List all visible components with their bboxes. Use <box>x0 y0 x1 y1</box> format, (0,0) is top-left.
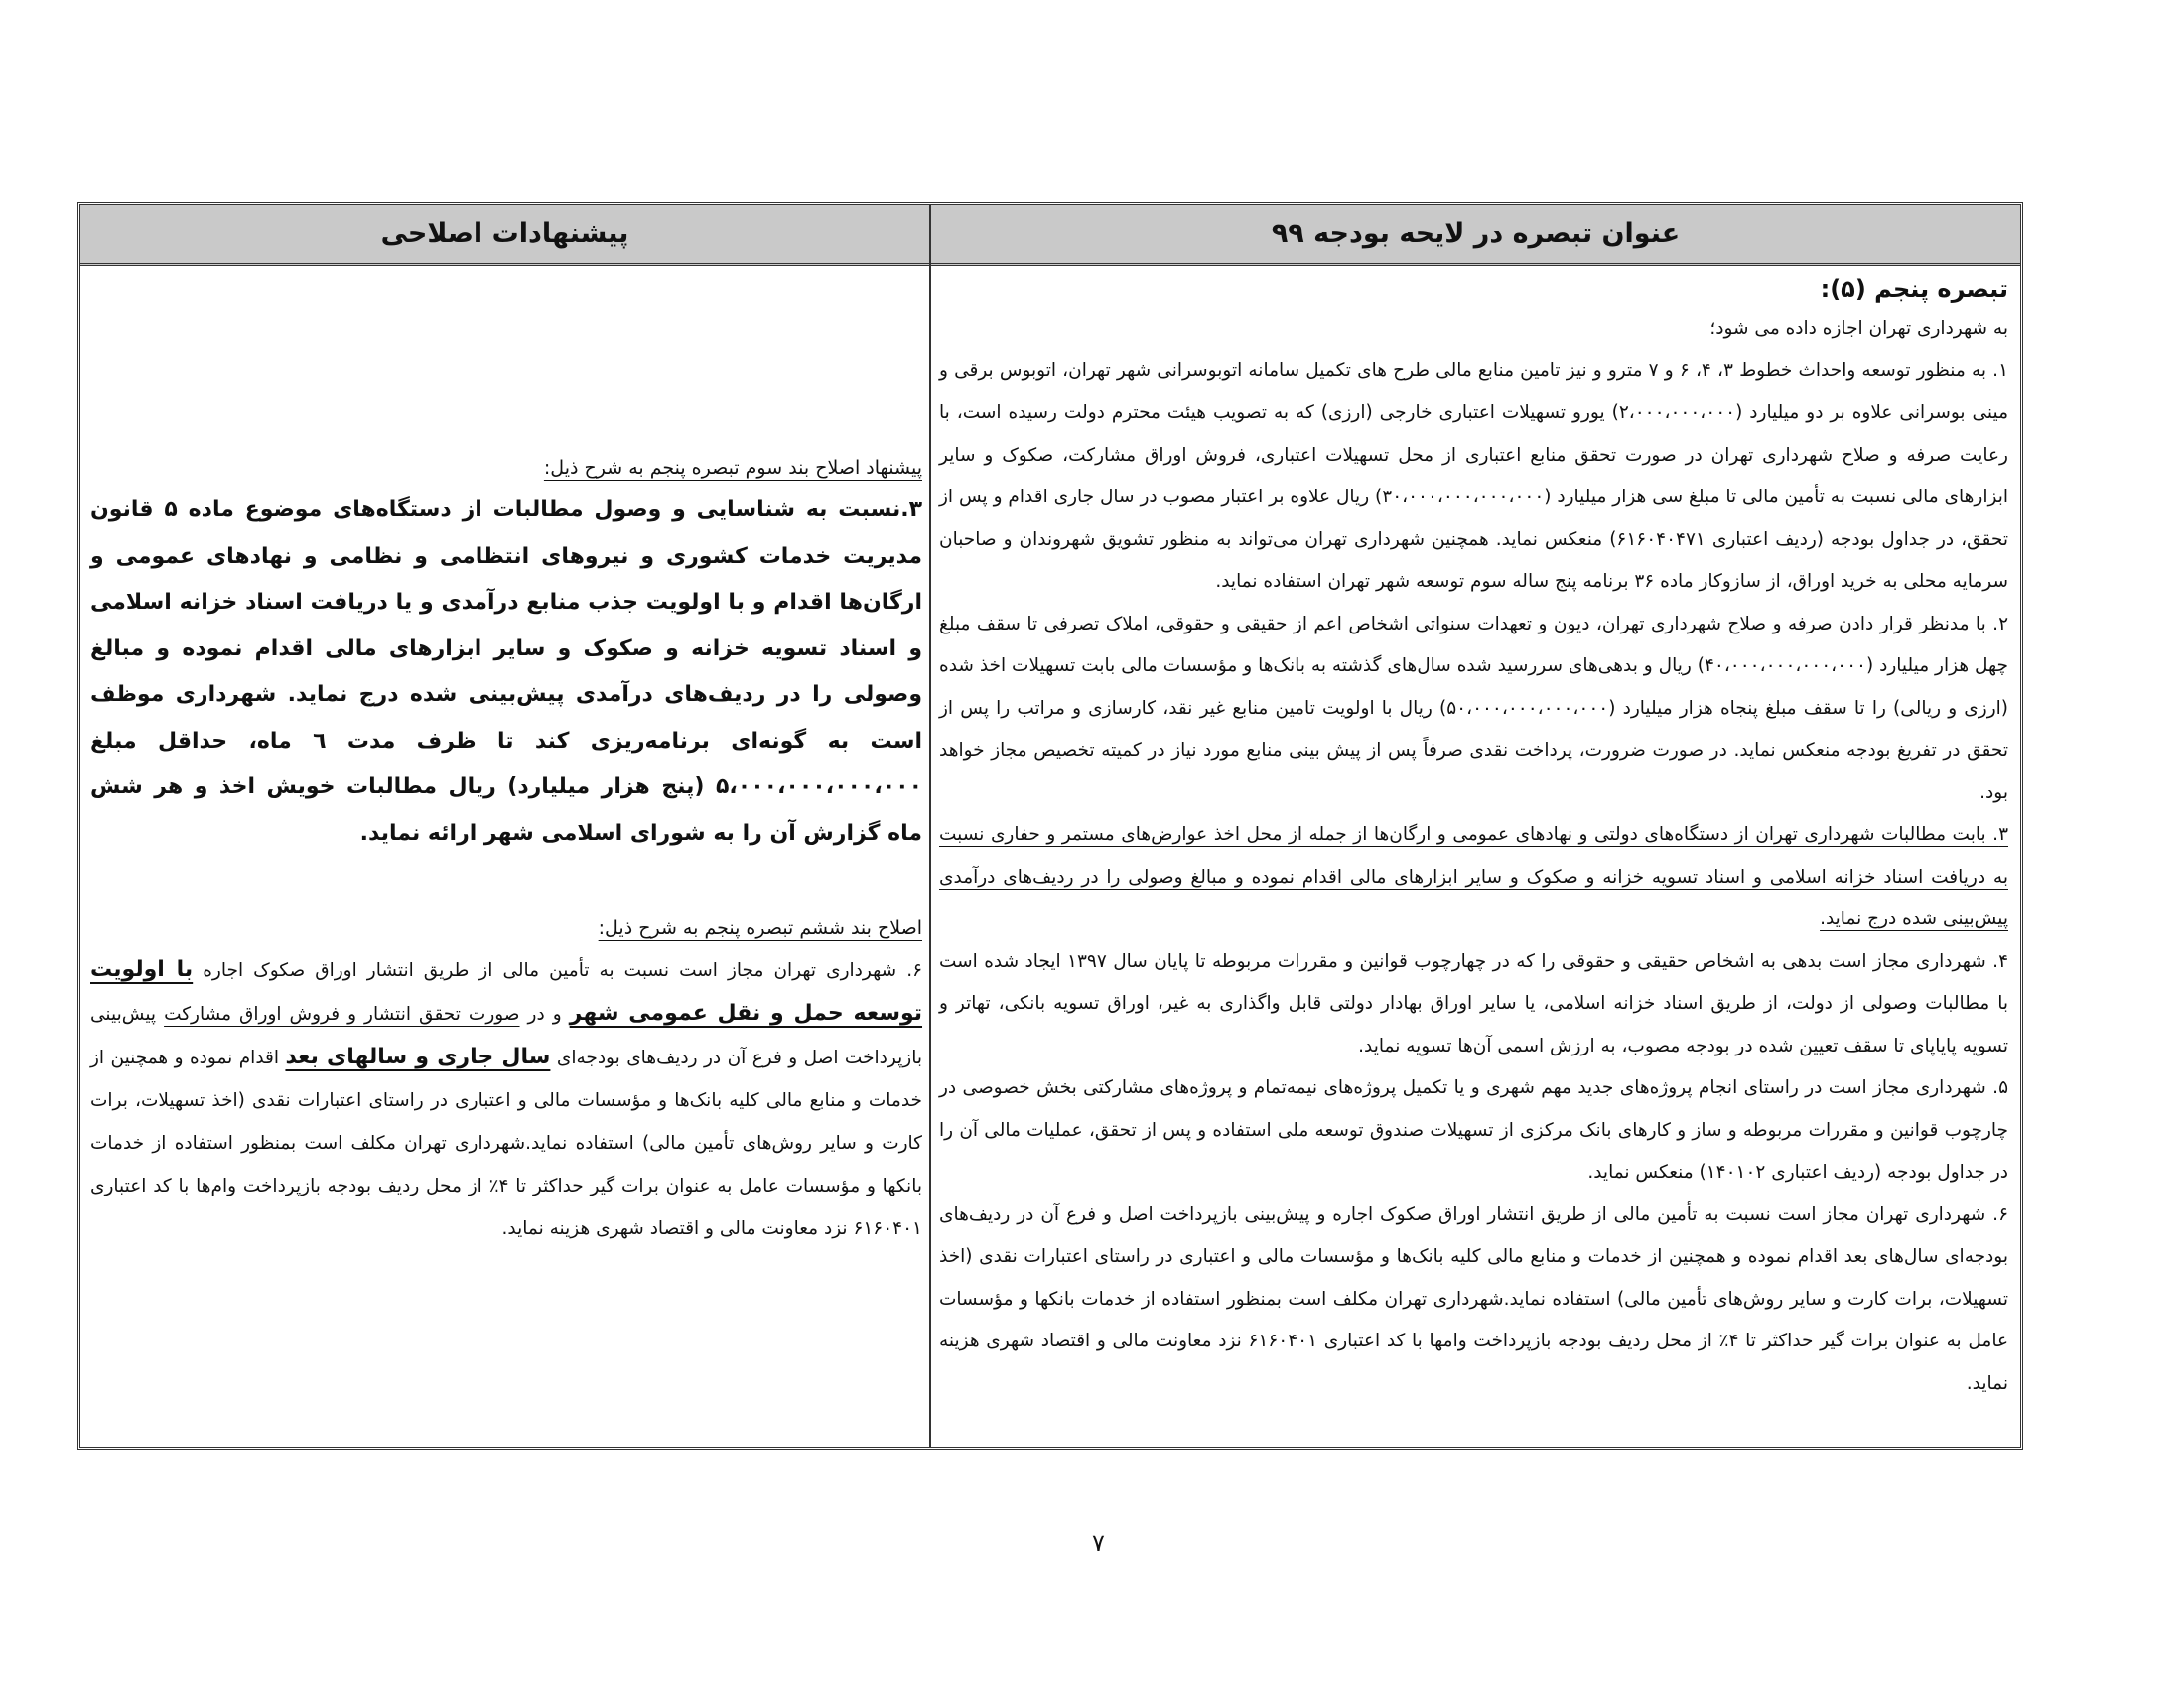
note-title: تبصره پنجم (۵): <box>1820 275 2008 303</box>
note-item-6: ۶. شهرداری تهران مجاز است نسبت به تأمین مالی از طریق انتشار اوراق صکوک اجاره و پیش‌بینی بازپرداخت اصل و فرع آن در ردیف‌های بودجه‌ای سال‌های بعد اقدام نموده و همچنین از خدمات و منابع مالی کلیه بانک‌ها و مؤسسات مالی و اعتباری در راستای اعتبارات نقدی (اخذ تسهیلات، برات کارت و سایر روش‌های تأمین مالی) استفاده نماید.شهرداری تهران مکلف است بمنظور استفاده از خدمات بانکها و مؤسسات عامل به عنوان برات گیر حداکثر تا ۴٪ از محل ردیف بودجه بازپرداخت وامها با کد اعتباری ۶۱۶۰۴۰۱ نزد معاونت مالی و اقتصاد شهری هزینه نماید. <box>939 1203 2008 1394</box>
proposal-6-emphasis: با اولویت توسعه حمل و نقل عمومی شهر <box>90 957 923 1026</box>
header-proposals: پیشنهادات اصلاحی <box>80 205 931 266</box>
note-intro: به شهرداری تهران اجازه داده می شود؛ <box>1709 318 2008 339</box>
note-item-1: ۱. به منظور توسعه واحداث خطوط ۳، ۴، ۶ و ۷ مترو و نیز تامین منابع مالی طرح های تکمیل سامانه اتوبوسرانی شهر تهران، اتوبوس برقی و مینی بوسرانی علاوه بر دو میلیارد (۲،۰۰۰،۰۰۰،۰۰۰) یورو تسهیلات اعتباری خارجی (ارزی) که به تصویب هیئت محترم دولت رسیده است، با رعایت صرفه و صلاح شهرداری تهران در صورت تحقق منابع اعتباری از محل تسهیلات اعتباری، فروش اوراق مشارکت، صکوک و سایر ابزارهای مالی نسبت به تأمین مالی تا مبلغ سی هزار میلیارد (۳۰،۰۰۰،۰۰۰،۰۰۰،۰۰۰) ریال علاوه بر اعتبار مصوب در سال جاری اقدام و پس از تحقق، در جداول بودجه (ردیف اعتباری ۶۱۶۰۴۰۴۷۱) منعکس نماید. همچنین شهرداری تهران می‌تواند به منظور تشویق شهروندان و صاحبان سرمایه محلی به خرید اوراق، از سازوکار ماده ۳۶ برنامه پنج ساله سوم توسعه شهر تهران استفاده نماید. <box>939 359 2009 592</box>
note-item-5: ۵. شهرداری مجاز است در راستای انجام پروژه‌های جدید مهم شهری و یا تکمیل پروژه‌های نیمه‌تمام و پروژه‌های مشارکتی بخش خصوصی در چارچوب قوانین و مقررات مربوطه و ساز و کارهای بانک مرکزی از تسهیلات صندوق توسعه ملی استفاده و پس از تحقق، عملیات مالی آن را در جداول بودجه (ردیف اعتباری ۱۴۰۱۰۲) منعکس نماید. <box>939 1077 2008 1183</box>
note-item-2: ۲. با مدنظر قرار دادن صرفه و صلاح شهرداری تهران، دیون و تعهدات سنواتی اشخاص اعم از حقیقی و حقوقی، املاک تصرفی تا سقف مبلغ چهل هزار میلیارد (۴۰،۰۰۰،۰۰۰،۰۰۰،۰۰۰) ریال و بدهی‌های سررسید شده سال‌های گذشته به بانک‌ها و مؤسسات مالی بابت تسهیلات اخذ شده (ارزی و ریالی) را تا سقف مبلغ پنجاه هزار میلیارد (۵۰،۰۰۰،۰۰۰،۰۰۰،۰۰۰) ریال با اولویت تامین منابع غیر نقد، کارسازی و مراتب را پس از تحقق در تفریغ بودجه منعکس نماید. در صورت ضرورت، پرداخت نقدی صرفاً پس از پیش بینی منابع مورد نیاز در کمیته تخصیص مجاز خواهد بود. <box>939 613 2008 803</box>
proposal-6-text <box>90 948 922 1250</box>
proposal-6-segment: پیش‌بینی بازپرداخت اصل و فرع آن در ردیف‌های بودجه‌ای <box>90 1004 922 1068</box>
proposals-column <box>90 448 922 1250</box>
proposal-6-emphasis: سال جاری و سالهای بعد <box>285 1045 551 1069</box>
note-item-3: ۳. بابت مطالبات شهرداری تهران از دستگاه‌های دولتی و نهادهای عمومی و ارگان‌ها از جمله از محل اخذ عوارض‌های مستمر و حفاری نسبت به دریافت اسناد خزانه اسلامی و اسناد تسویه خزانه و صکوک و سایر ابزارهای مالی اقدام نموده و مبالغ وصولی را در ردیف‌های درآمدی پیش‌بینی شده درج نماید. <box>939 824 2008 929</box>
proposal-6-underlined: صورت تحقق انتشار و فروش اوراق مشارکت <box>164 1004 520 1025</box>
column-divider <box>929 205 931 1447</box>
proposal-6-segment: و در <box>519 1004 570 1025</box>
header-budget-note-title: عنوان تبصره در لایحه بودجه ۹۹ <box>931 205 2020 266</box>
proposal-6-intro: اصلاح بند ششم تبصره پنجم به شرح ذیل: <box>598 917 922 939</box>
comparison-table <box>77 202 2023 1450</box>
page-number: ۷ <box>1092 1529 1105 1557</box>
budget-note-column <box>939 270 2008 1405</box>
note-item-4: ۴. شهرداری مجاز است بدهی به اشخاص حقیقی و حقوقی را که در چهارچوب قوانین و مقررات مربوطه تا پایان سال ۱۳۹۷ ایجاد شده است با مطالبات وصولی از دولت، از طریق اسناد خزانه اسلامی، یا سایر اوراق بهادار دولتی قابل واگذاری به غیر، اوراق تسویه بانکی، تهاتر و تسویه پایاپای تا سقف تعیین شده در بودجه مصوب، به ارزش اسمی آن‌ها تسویه نماید. <box>939 950 2008 1056</box>
proposal-3-text: ۳.نسبت به شناسایی و وصول مطالبات از دستگاه‌های موضوع ماده ۵ قانون مدیریت خدمات کشوری و نیروهای انتظامی و نظامی و نهادهای عمومی و ارگان‌ها اقدام و با اولویت جذب منابع درآمدی و یا دریافت اسناد خزانه اسلامی و اسناد تسویه خزانه و صکوک و سایر ابزارهای مالی اقدام نموده و مبالغ وصولی را در ردیف‌های درآمدی پیش‌بینی شده درج نماید. شهرداری موظف است به گونه‌ای برنامه‌ریزی کند تا ظرف مدت ٦ ماه، حداقل مبلغ ۵،۰۰۰،۰۰۰،۰۰۰،۰۰۰ (پنج هزار میلیارد) ریال مطالبات خویش اخذ و هر شش ماه گزارش آن را به شورای اسلامی شهر ارائه نماید. <box>90 497 923 846</box>
proposal-6-segment: اقدام نموده و همچنین از خدمات و منابع مالی کلیه بانک‌ها و مؤسسات مالی و اعتباری در راستای اعتبارات نقدی (اخذ تسهیلات، برات کارت و سایر روش‌های تأمین مالی) استفاده نماید.شهرداری تهران مکلف است بمنظور استفاده از خدمات بانکها و مؤسسات عامل به عنوان برات گیر حداکثر تا ۴٪ از محل ردیف بودجه بازپرداخت وام‌ها با کد اعتباری ۶۱۶۰۴۰۱ نزد معاونت مالی و اقتصاد شهری هزینه نماید. <box>90 1048 922 1239</box>
proposal-3-intro: پیشنهاد اصلاح بند سوم تبصره پنجم به شرح ذیل: <box>543 457 922 479</box>
proposal-6-segment: ۶. شهرداری تهران مجاز است نسبت به تأمین مالی از طریق انتشار اوراق صکوک اجاره <box>193 960 923 981</box>
